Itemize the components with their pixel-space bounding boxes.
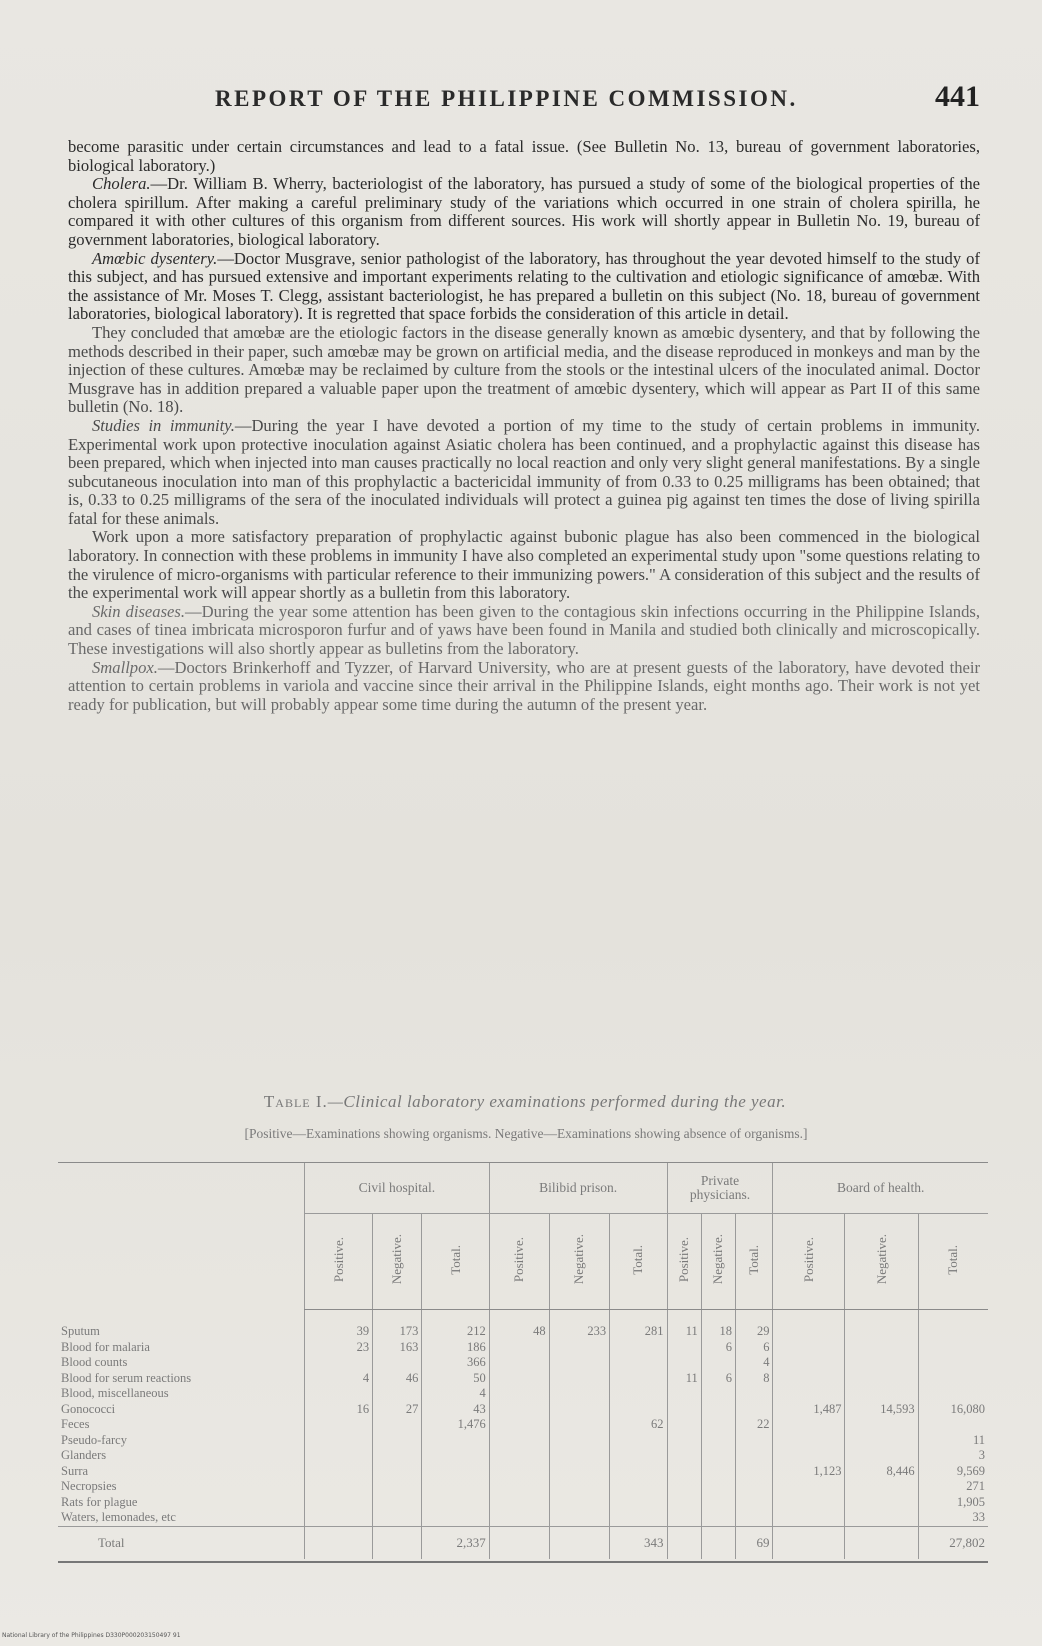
- row-label: Pseudo-farcy: [61, 1432, 127, 1447]
- table-row: [58, 1495, 988, 1511]
- table-cell: [422, 1433, 489, 1449]
- subheader-label: Total.: [746, 1244, 762, 1275]
- subheader-negative: [845, 1214, 918, 1310]
- total-row: [58, 1526, 988, 1559]
- table-cell: [845, 1495, 918, 1511]
- table-cell: 11: [667, 1371, 701, 1387]
- table-cell: [489, 1448, 549, 1464]
- total-cell: 2,337: [422, 1526, 489, 1559]
- total-cell: [773, 1526, 845, 1559]
- table-cell: [422, 1510, 489, 1526]
- table-cell: 4: [305, 1371, 373, 1387]
- table-cell: [845, 1433, 918, 1449]
- table-cell: [701, 1402, 735, 1418]
- table-cell: 29: [736, 1324, 773, 1340]
- table-cell: [918, 1386, 988, 1402]
- paragraph: They concluded that amœbæ are the etiologic factors in the disease generally known as amœbic dysentery, and that by following the methods described in their paper, such amœbæ may be grown on artificial media, and the disease reproduced in monkeys and man by the injection of these cultures. Amœbæ may be reclaimed by culture from the stools or the intestinal ulcers of the inoculated animal. Doctor Musgrave has in addition prepared a valuable paper upon the treatment of amœbic dysentery, which will appear as Part II of this same bulletin (No. 18).: [68, 322, 980, 417]
- table-cell: [549, 1402, 609, 1418]
- table-cell: 212: [422, 1324, 489, 1340]
- row-label: Blood for malaria: [61, 1339, 150, 1354]
- table-row: [58, 1340, 988, 1356]
- table-cell: [701, 1479, 735, 1495]
- table-cell: [489, 1464, 549, 1480]
- table-cell: 16: [305, 1402, 373, 1418]
- subheader-label: Positive.: [330, 1236, 346, 1283]
- group-header: Private physicians.: [667, 1163, 773, 1214]
- table-cell: [373, 1355, 422, 1371]
- total-cell: [373, 1526, 422, 1559]
- row-label: Sputum: [61, 1324, 100, 1339]
- paragraph: become parasitic under certain circumstances and lead to a fatal issue. (See Bulletin No. 13, bureau of government laboratories, biological laboratory.): [68, 137, 980, 175]
- table-cell: [549, 1433, 609, 1449]
- row-label: Rats for plague: [61, 1494, 138, 1509]
- table-cell: [610, 1402, 667, 1418]
- subheader-total: [422, 1214, 489, 1310]
- table-cell: 9,569: [918, 1464, 988, 1480]
- total-cell: 27,802: [918, 1526, 988, 1559]
- subheader-label: Positive.: [800, 1236, 816, 1283]
- subheader-total: [918, 1214, 988, 1310]
- table-bottom-rule: [58, 1561, 988, 1563]
- table-cell: [701, 1433, 735, 1449]
- table-cell: [610, 1479, 667, 1495]
- table-cell: 8: [736, 1371, 773, 1387]
- table-cell: [489, 1417, 549, 1433]
- table-cell: [489, 1371, 549, 1387]
- table-note: [Positive—Examinations showing organisms. Negative—Examinations showing absence of organisms.]: [244, 1126, 808, 1141]
- table-cell: [845, 1386, 918, 1402]
- paragraph-lead: Studies in immunity.: [92, 415, 235, 435]
- table-cell: [918, 1324, 988, 1340]
- row-label: Blood, miscellaneous: [61, 1386, 169, 1401]
- table-cell: [701, 1510, 735, 1526]
- table-cell: [305, 1386, 373, 1402]
- table-cell: [373, 1433, 422, 1449]
- table-cell: 62: [610, 1417, 667, 1433]
- table-cell: 163: [373, 1340, 422, 1356]
- table-cell: [610, 1433, 667, 1449]
- table-cell: [373, 1417, 422, 1433]
- table-cell: [610, 1340, 667, 1356]
- row-label: Glanders: [61, 1448, 107, 1463]
- subheader-label: Negative.: [571, 1234, 587, 1285]
- table-cell: [373, 1464, 422, 1480]
- table-cell: [667, 1433, 701, 1449]
- row-label: Waters, lemonades, etc: [61, 1510, 176, 1525]
- table-cell: [489, 1510, 549, 1526]
- table-cell: [701, 1448, 735, 1464]
- table-cell: [667, 1479, 701, 1495]
- table-row: [58, 1402, 988, 1418]
- table-cell: [736, 1495, 773, 1511]
- table-cell: 27: [373, 1402, 422, 1418]
- archive-footer: National Library of the Philippines D330P000203150497 91: [2, 1632, 181, 1639]
- table-cell: 233: [549, 1324, 609, 1340]
- table-cell: [549, 1448, 609, 1464]
- table-cell: 1,487: [773, 1402, 845, 1418]
- table-cell: [701, 1464, 735, 1480]
- table-row: [58, 1324, 988, 1340]
- subheader-positive: [489, 1214, 549, 1310]
- paragraph-lead: Smallpox.: [92, 657, 158, 677]
- total-cell: 69: [736, 1526, 773, 1559]
- table-row: [58, 1386, 988, 1402]
- table-cell: [667, 1448, 701, 1464]
- total-cell: [701, 1526, 735, 1559]
- table-cell: [373, 1510, 422, 1526]
- table-spacer-row: [58, 1310, 988, 1325]
- table-cell: [845, 1448, 918, 1464]
- table-cell: [373, 1448, 422, 1464]
- table-cell: 1,476: [422, 1417, 489, 1433]
- table-body: [58, 1310, 988, 1559]
- table-row: [58, 1371, 988, 1387]
- table-cell: [773, 1386, 845, 1402]
- table-cell: [305, 1448, 373, 1464]
- table-cell: [736, 1510, 773, 1526]
- paragraph: Work upon a more satisfactory preparation of prophylactic against bubonic plague has also been commenced in the biological laboratory. In connection with these problems in immunity I have also completed an experimental study upon "some questions relating to the virulence of micro-organisms with particular reference to their immunizing powers." A consideration of this subject and the results of the experimental work will appear shortly as a bulletin from this laboratory.: [68, 527, 980, 603]
- table-cell: [610, 1510, 667, 1526]
- table-cell: [773, 1340, 845, 1356]
- table-cell: [736, 1464, 773, 1480]
- table-cell: 46: [373, 1371, 422, 1387]
- row-label: Necropsies: [61, 1479, 117, 1494]
- subheader-label: Positive.: [511, 1236, 527, 1283]
- table-cell: 39: [305, 1324, 373, 1340]
- table-cell: [489, 1433, 549, 1449]
- table-cell: [845, 1510, 918, 1526]
- table-cell: [667, 1386, 701, 1402]
- table-cell: 6: [736, 1340, 773, 1356]
- table-cell: [489, 1355, 549, 1371]
- table-cell: [667, 1510, 701, 1526]
- body-text: [68, 138, 980, 714]
- table-cell: [773, 1495, 845, 1511]
- table-cell: [549, 1371, 609, 1387]
- table-cell: [489, 1479, 549, 1495]
- subheader-label: Positive.: [676, 1236, 692, 1283]
- table-cell: 6: [701, 1371, 735, 1387]
- subheader-label: Total.: [630, 1244, 646, 1275]
- table-row: [58, 1448, 988, 1464]
- table-cell: 186: [422, 1340, 489, 1356]
- table-cell: [667, 1464, 701, 1480]
- table-cell: [701, 1495, 735, 1511]
- table-cell: [773, 1371, 845, 1387]
- table-row: [58, 1417, 988, 1433]
- table-cell: [489, 1495, 549, 1511]
- subheader-negative: [701, 1214, 735, 1310]
- subheader-total: [736, 1214, 773, 1310]
- table-cell: [918, 1371, 988, 1387]
- table-corner: [58, 1163, 305, 1310]
- table-cell: [667, 1417, 701, 1433]
- table-cell: 271: [918, 1479, 988, 1495]
- table-cell: [549, 1510, 609, 1526]
- row-label: Blood for serum reactions: [61, 1370, 192, 1385]
- total-cell: [667, 1526, 701, 1559]
- paragraph-amoebic-dysentery: Amœbic dysentery.—Doctor Musgrave, senior pathologist of the laboratory, has throughout the year devoted himself to the study of this subject, and has pursued extensive and important experiments relating to the cultivation and etiologic significance of amœbæ. With the assistance of Mr. Moses T. Clegg, assistant bacteriologist, he has prepared a bulletin on this subject (No. 18, bureau of government laboratories, biological laboratory). It is regretted that space forbids the consideration of this article in detail.: [68, 248, 980, 324]
- table-cell: [549, 1355, 609, 1371]
- table-cell: [736, 1479, 773, 1495]
- table-cell: [610, 1371, 667, 1387]
- table-cell: [736, 1386, 773, 1402]
- table-cell: [610, 1355, 667, 1371]
- table-cell: 23: [305, 1340, 373, 1356]
- table-cell: [736, 1402, 773, 1418]
- subheader-negative: [549, 1214, 609, 1310]
- table-cell: 1,123: [773, 1464, 845, 1480]
- table-cell: [305, 1479, 373, 1495]
- table-cell: [373, 1495, 422, 1511]
- table-cell: [610, 1386, 667, 1402]
- subheader-label: Negative.: [389, 1234, 405, 1285]
- table-cell: [549, 1495, 609, 1511]
- subheader-positive: [305, 1214, 373, 1310]
- subheader-positive: [667, 1214, 701, 1310]
- table-cell: [773, 1433, 845, 1449]
- paragraph-studies-in-immunity: Studies in immunity.—During the year I have devoted a portion of my time to the study of certain problems in immunity. Experimental work upon protective inoculation against Asiatic cholera has been continued, and a prophylactic against this disease has been prepared, which when injected into man causes practically no local reaction and only very slight general manifestations. By a single subcutaneous inoculation into man of this prophylactic a bactericidal immunity of from 0.33 to 0.25 milligrams has been obtained; that is, 0.33 to 0.25 milligrams of the sera of the inoculated individuals will protect a guinea pig against ten times the dose of living spirilla fatal for these animals.: [68, 415, 980, 528]
- table-cell: [667, 1402, 701, 1418]
- table-row: [58, 1355, 988, 1371]
- row-label: Surra: [61, 1463, 89, 1478]
- table-cell: [489, 1340, 549, 1356]
- table-cell: 33: [918, 1510, 988, 1526]
- table-cell: [845, 1324, 918, 1340]
- table-cell: [549, 1464, 609, 1480]
- table-cell: 14,593: [845, 1402, 918, 1418]
- table-row: [58, 1479, 988, 1495]
- subheader-label: Total.: [447, 1244, 463, 1275]
- table-cell: [918, 1340, 988, 1356]
- subheader-label: Total.: [945, 1244, 961, 1275]
- paragraph-smallpox: Smallpox.—Doctors Brinkerhoff and Tyzzer, of Harvard University, who are at present guests of the laboratory, have devoted their attention to certain problems in variola and vaccine since their arrival in the Philippine Islands, eight months ago. Their work is not yet ready for publication, but will probably appear some time during the autumn of the present year.: [68, 657, 980, 714]
- table-cell: [549, 1340, 609, 1356]
- paragraph-lead: Skin diseases.: [92, 601, 186, 621]
- table-cell: [610, 1464, 667, 1480]
- table-cell: [489, 1386, 549, 1402]
- table-cell: [305, 1464, 373, 1480]
- table-cell: [701, 1355, 735, 1371]
- paragraph-lead: Amœbic dysentery.: [92, 248, 218, 268]
- table-cell: [773, 1479, 845, 1495]
- table-cell: [918, 1355, 988, 1371]
- subheader-label: Negative.: [873, 1234, 889, 1285]
- paragraph-lead: Cholera.: [92, 174, 151, 194]
- table-row: [58, 1433, 988, 1449]
- table-row: [58, 1464, 988, 1480]
- total-label: Total: [58, 1526, 305, 1559]
- table-cell: [610, 1495, 667, 1511]
- table-cell: [422, 1495, 489, 1511]
- table-cell: 48: [489, 1324, 549, 1340]
- table-cell: [549, 1479, 609, 1495]
- table-row: [58, 1510, 988, 1526]
- table-cell: [610, 1448, 667, 1464]
- table-cell: 3: [918, 1448, 988, 1464]
- table-cell: [701, 1386, 735, 1402]
- table-cell: [667, 1355, 701, 1371]
- table-cell: 1,905: [918, 1495, 988, 1511]
- total-cell: [489, 1526, 549, 1559]
- group-header: Bilibid prison.: [489, 1163, 667, 1214]
- table-cell: [305, 1510, 373, 1526]
- table-cell: [845, 1479, 918, 1495]
- total-cell: [305, 1526, 373, 1559]
- table-cell: [549, 1386, 609, 1402]
- table-cell: 43: [422, 1402, 489, 1418]
- table-title: —Clinical laboratory examinations performed during the year.: [327, 1092, 787, 1111]
- table-cell: 50: [422, 1371, 489, 1387]
- paragraph-skin-diseases: Skin diseases.—During the year some attention has been given to the contagious skin infections occurring in the Philippine Islands, and cases of tinea imbricata microsporon furfur and of yaws have been found in Manila and studied both clinically and microscopically. These investigations will also shortly appear as bulletins from the laboratory.: [68, 601, 980, 659]
- table-cell: [422, 1479, 489, 1495]
- lab-table-container: [58, 1162, 988, 1563]
- table-cell: [305, 1495, 373, 1511]
- table-cell: [667, 1495, 701, 1511]
- table-cell: 173: [373, 1324, 422, 1340]
- table-cell: 16,080: [918, 1402, 988, 1418]
- table-cell: 22: [736, 1417, 773, 1433]
- subheader-total: [610, 1214, 667, 1310]
- table-cell: [773, 1324, 845, 1340]
- table-cell: 281: [610, 1324, 667, 1340]
- row-label: Gonococci: [61, 1401, 116, 1416]
- subheader-negative: [373, 1214, 422, 1310]
- table-cell: 6: [701, 1340, 735, 1356]
- table-cell: [373, 1479, 422, 1495]
- table-cell: [667, 1340, 701, 1356]
- table-cell: 4: [422, 1386, 489, 1402]
- row-label: Blood counts: [61, 1355, 128, 1370]
- table-cell: [422, 1464, 489, 1480]
- table-cell: [773, 1448, 845, 1464]
- table-cell: [373, 1386, 422, 1402]
- table-cell: [845, 1340, 918, 1356]
- table-cell: [736, 1433, 773, 1449]
- total-cell: [549, 1526, 609, 1559]
- table-cell: [773, 1510, 845, 1526]
- group-header: Board of health.: [773, 1163, 988, 1214]
- table-cell: [305, 1417, 373, 1433]
- table-cell: [489, 1402, 549, 1418]
- row-label: Feces: [61, 1417, 90, 1432]
- table-cell: 8,446: [845, 1464, 918, 1480]
- table-cell: 18: [701, 1324, 735, 1340]
- table-cell: [305, 1355, 373, 1371]
- table-cell: [773, 1355, 845, 1371]
- table-cell: [549, 1417, 609, 1433]
- table-cell: [305, 1433, 373, 1449]
- running-title: REPORT OF THE PHILIPPINE COMMISSION.: [215, 86, 798, 111]
- total-cell: [845, 1526, 918, 1559]
- table-cell: [918, 1417, 988, 1433]
- subheader-label: Negative.: [710, 1234, 726, 1285]
- table-cell: 11: [667, 1324, 701, 1340]
- table-label: Table I.: [263, 1092, 328, 1111]
- table-caption: [70, 1092, 980, 1112]
- table-cell: [845, 1371, 918, 1387]
- table-cell: 11: [918, 1433, 988, 1449]
- table-cell: [845, 1417, 918, 1433]
- subheader-positive: [773, 1214, 845, 1310]
- total-cell: 343: [610, 1526, 667, 1559]
- table-cell: [845, 1355, 918, 1371]
- group-header: Civil hospital.: [305, 1163, 490, 1214]
- paragraph-cholera: Cholera.—Dr. William B. Wherry, bacteriologist of the laboratory, has pursued a study of some of the biological properties of the cholera spirillum. After making a careful preliminary study of the variations which occurred in one strain of cholera spirilla, he compared it with other cultures of this organism from different sources. His work will shortly appear in Bulletin No. 19, bureau of government laboratories, biological laboratory.: [68, 174, 980, 249]
- page-header: [70, 80, 980, 114]
- table-cell: [773, 1417, 845, 1433]
- table-cell: [736, 1448, 773, 1464]
- table-cell: [422, 1448, 489, 1464]
- table-cell: 366: [422, 1355, 489, 1371]
- lab-examinations-table: [58, 1163, 988, 1559]
- table-cell: [701, 1417, 735, 1433]
- page-number: 441: [935, 80, 980, 113]
- table-cell: 4: [736, 1355, 773, 1371]
